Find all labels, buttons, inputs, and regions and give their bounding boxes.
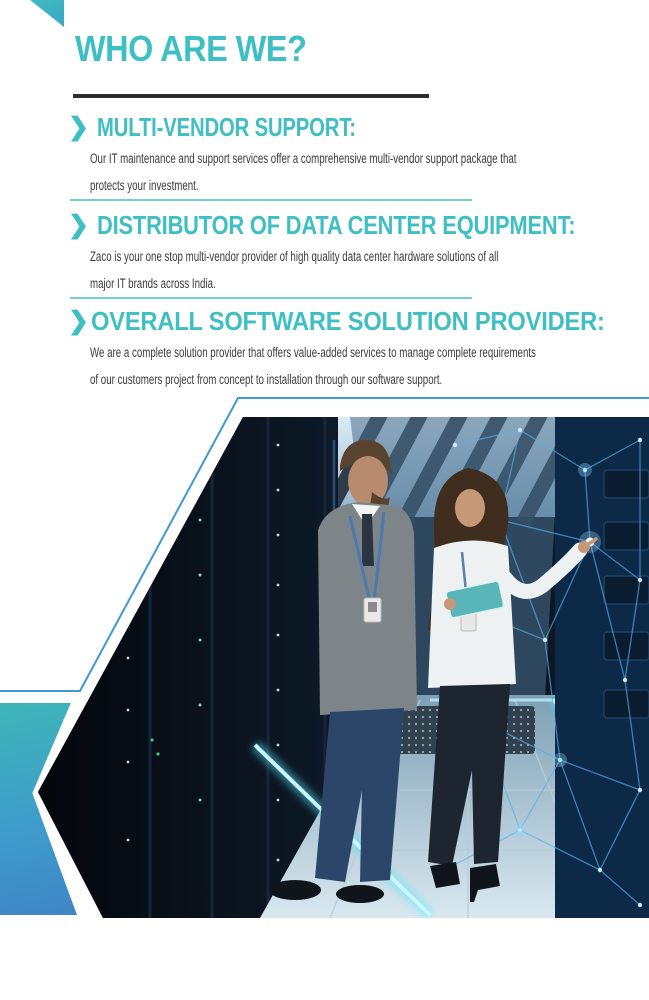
chevron-right-icon: ❯ [68, 211, 89, 239]
section-heading: DISTRIBUTOR OF DATA CENTER EQUIPMENT: [96, 210, 576, 240]
chevron-right-icon: ❯ [68, 307, 89, 335]
chevron-right-icon: ❯ [68, 113, 89, 141]
body-line: of our customers project from concept to installation through our software support. [90, 372, 443, 387]
left-racks [38, 417, 338, 918]
page-title: WHO ARE WE? [75, 28, 307, 69]
section-heading: MULTI-VENDOR SUPPORT: [96, 112, 356, 142]
body-line: protects your investment. [90, 178, 199, 193]
body-line: We are a complete solution provider that offers value-added services to manage complete requirements [90, 345, 536, 360]
body-line: Our IT maintenance and support services offer a comprehensive multi-vendor support package that [90, 151, 517, 166]
body-line: Zaco is your one stop multi-vendor provider of high quality data center hardware solutions of all [90, 249, 499, 264]
body-line: major IT brands across India. [90, 276, 216, 291]
section-heading: OVERALL SOFTWARE SOLUTION PROVIDER: [90, 306, 605, 336]
